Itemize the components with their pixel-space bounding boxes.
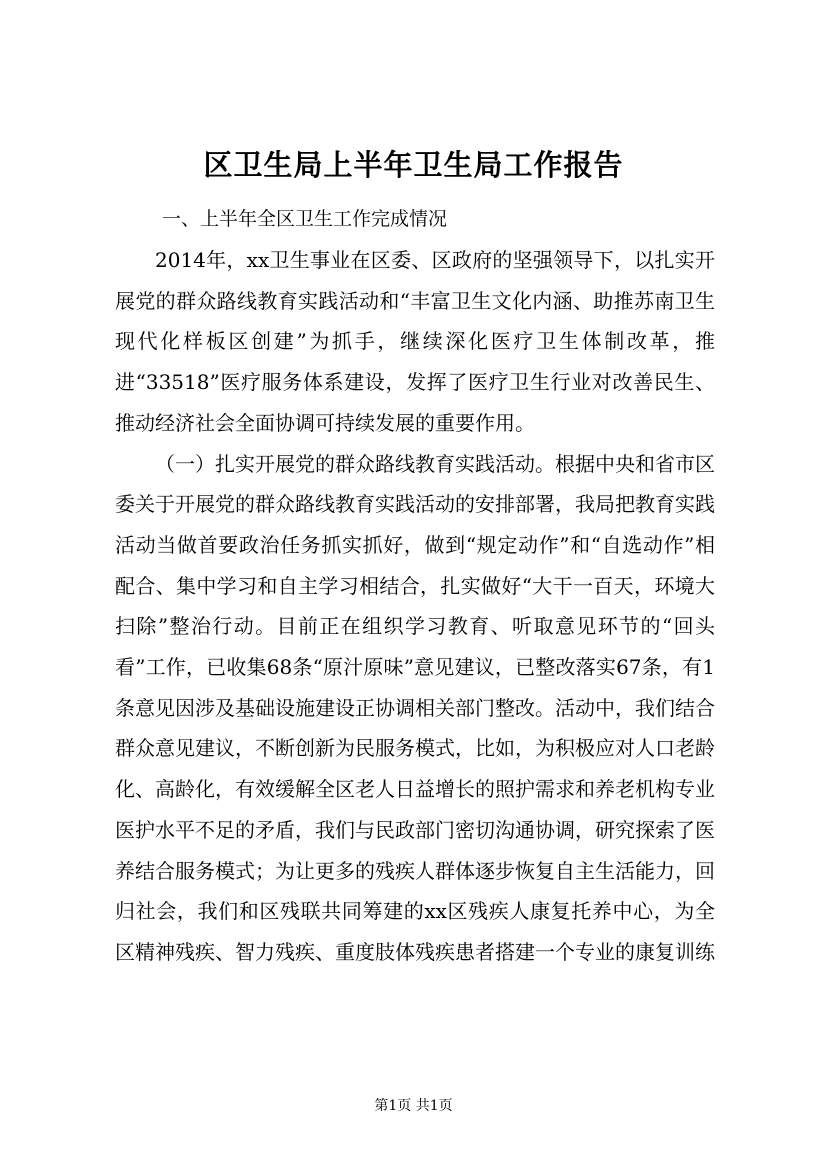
section-heading: 一、上半年全区卫生工作完成情况 [162, 208, 448, 230]
page-number: 第1页 共1页 [374, 1098, 453, 1114]
paragraph-education-practice: （一）扎实开展党的群众路线教育实践活动。根据中央和省市区委关于开展党的群众路线教育实践活动的安排部署，我局把教育实践活动当做首要政治任务抓实抓好，做到“规定动作”和“自选动作”相配合、集中学习和自主学习相结合，扎实做好“大干一百天，环境大扫除”整治行动。目前正在组织学习教育、听取意见环节的“回头看”工作，已收集68条“原汁原味”意见建议，已整改落实67条，有1条意见因涉及基础设施建设正协调相关部门整改。活动中，我们结合群众意见建议，不断创新为民服务模式，比如，为积极应对人口老龄化、高龄化，有效缓解全区老人日益增长的照护需求和养老机构专业医护水平不足的矛盾，我们与民政部门密切沟通协调，研究探索了医养结合服务模式；为让更多的残疾人群体逐步恢复自主生活能力，回归社会，我们和区残联共同筹建的xx区残疾人康复托养中心，为全区精神残疾、智力残疾、重度肢体残疾患者搭建一个专业的康复训练 [115, 451, 715, 964]
document-title: 区卫生局上半年卫生局工作报告 [203, 148, 624, 182]
paragraph-intro: 2014年，xx卫生事业在区委、区政府的坚强领导下，以扎实开展党的群众路线教育实践活动和“丰富卫生文化内涵、助推苏南卫生现代化样板区创建”为抓手，继续深化医疗卫生体制改革，推进“33518”医疗服务体系建设，发挥了医疗卫生行业对改善民生、推动经济社会全面协调可持续发展的重要作用。 [115, 248, 715, 435]
document-body [115, 240, 715, 973]
